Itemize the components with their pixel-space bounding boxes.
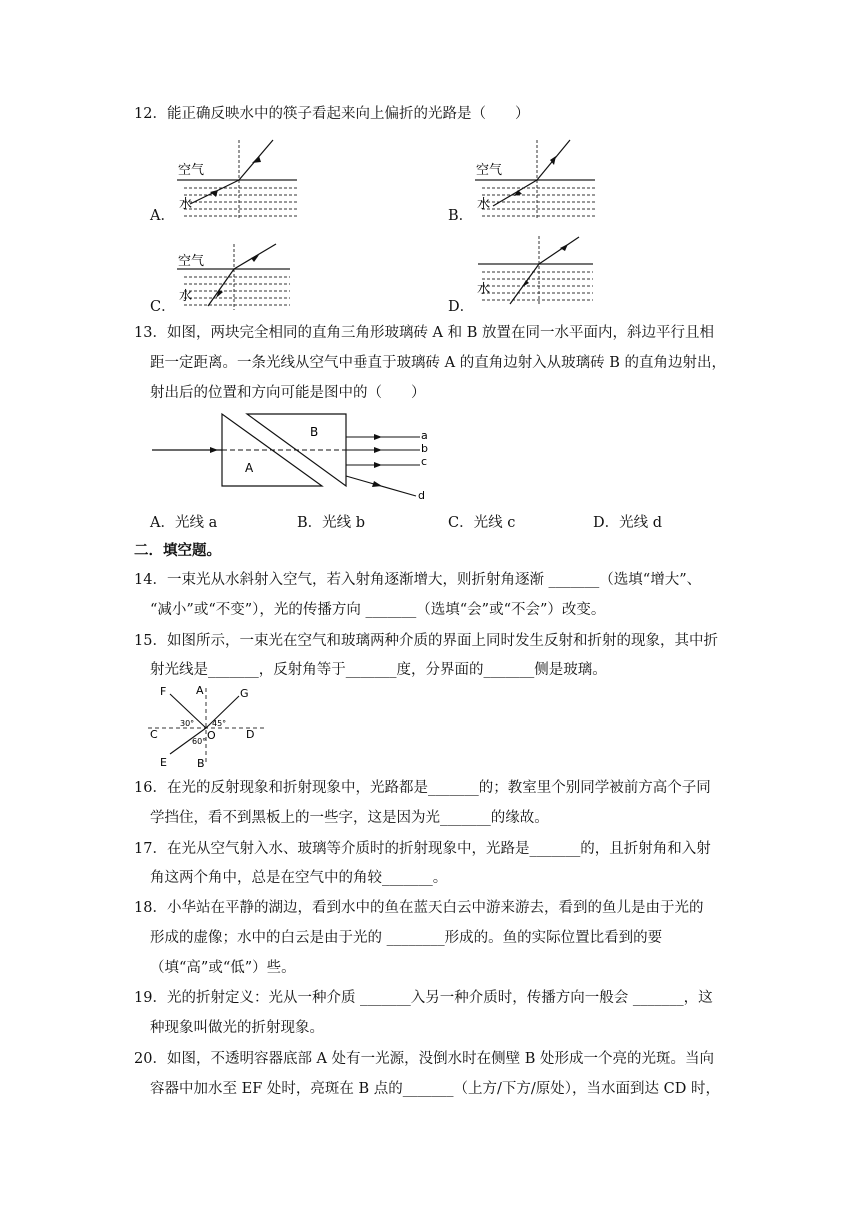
- q13-ray-b-label: b: [421, 442, 428, 455]
- q13-label-b: B: [310, 425, 319, 439]
- q13-option-a: A．光线 a: [150, 515, 218, 531]
- q15-angle-45: 45°: [212, 719, 227, 728]
- q12-a-water-label: 水: [179, 197, 193, 212]
- q19-line-2: 种现象叫做光的折射现象。: [150, 1020, 324, 1036]
- q12-diagram-a: [170, 138, 300, 220]
- q12-diagram-c: [170, 230, 300, 312]
- q13-prism-diagram: [150, 410, 440, 505]
- q15-label-d: D: [246, 728, 255, 741]
- q15-label-o: O: [207, 729, 216, 742]
- q18-line-3: （填“高”或“低”）些。: [150, 960, 296, 976]
- q14-line-1: 14．一束光从水斜射入空气，若入射角逐渐增大，则折射角逐渐 _______（选填“增大”、: [134, 572, 702, 588]
- q13-stem-line-1: 13．如图，两块完全相同的直角三角形玻璃砖 A 和 B 放置在同一水平面内，斜边平行且相: [134, 325, 715, 341]
- q15-line-2: 射光线是_______，反射角等于_______度，分界面的_______侧是玻璃。: [150, 662, 607, 678]
- q12-a-air-label: 空气: [178, 163, 205, 178]
- q18-line-2: 形成的虚像；水中的白云是由于光的 ________形成的。鱼的实际位置比看到的要: [150, 930, 663, 946]
- section-heading: 二．填空题。: [134, 542, 221, 559]
- q15-line-1: 15．如图所示，一束光在空气和玻璃两种介质的界面上同时发生反射和折射的现象，其中折: [134, 633, 718, 649]
- q13-stem-line-2: 距一定距离。一条光线从空气中垂直于玻璃砖 A 的直角边射入从玻璃砖 B 的直角边射出，: [150, 355, 727, 371]
- q13-stem-line-3: 射出后的位置和方向可能是图中的（ ）: [150, 385, 426, 401]
- q18-line-1: 18．小华站在平静的湖边，看到水中的鱼在蓝天白云中游来游去，看到的鱼儿是由于光的: [134, 900, 704, 916]
- q15-reflection-diagram: [146, 684, 266, 770]
- q15-label-f: F: [160, 685, 167, 698]
- q13-label-a: A: [245, 461, 254, 475]
- q14-line-2: “减小”或“不变”），光的传播方向 _______（选填“会”或“不会”）改变。: [150, 602, 606, 618]
- q12-stem: 12．能正确反映水中的筷子看起来向上偏折的光路是（ ）: [134, 106, 530, 122]
- q15-label-a: A: [196, 684, 204, 697]
- q12-d-water-label: 水: [477, 282, 491, 297]
- q13-option-b: B．光线 b: [297, 515, 366, 531]
- q13-ray-c-label: c: [421, 455, 428, 468]
- q13-ray-a-label: a: [421, 429, 428, 442]
- q12-diagram-b: [468, 138, 598, 220]
- q12-c-air-label: 空气: [178, 254, 205, 269]
- q15-label-c: C: [150, 728, 158, 741]
- q15-angle-30: 30°: [180, 719, 195, 728]
- q12-diagram-d: [468, 230, 598, 312]
- q16-line-2: 学挡住，看不到黑板上的一些字，这是因为光_______的缘故。: [150, 810, 549, 826]
- q12-c-water-label: 水: [179, 289, 193, 304]
- q20-line-1: 20．如图，不透明容器底部 A 处有一光源，没倒水时在侧壁 B 处形成一个亮的光斑。当向: [134, 1051, 715, 1067]
- q12-option-b-label: B．: [448, 208, 474, 224]
- q19-line-1: 19．光的折射定义：光从一种介质 _______入另一种介质时，传播方向一般会 _______，这: [134, 990, 713, 1006]
- q17-line-1: 17．在光从空气射入水、玻璃等介质时的折射现象中，光路是_______的，且折射角和入射: [134, 841, 711, 857]
- q15-label-g: G: [240, 687, 249, 700]
- q12-b-air-label: 空气: [476, 163, 503, 178]
- q16-line-1: 16．在光的反射现象和折射现象中，光路都是_______的；教室里个别同学被前方高个子同: [134, 780, 711, 796]
- q12-option-c-label: C．: [150, 299, 176, 315]
- q13-option-d: D．光线 d: [593, 515, 663, 531]
- q20-line-2: 容器中加水至 EF 处时，亮斑在 B 点的_______（上方/下方/原处），当水面到达 CD 时，: [150, 1081, 720, 1097]
- q15-label-e: E: [160, 756, 167, 769]
- q12-option-a-label: A．: [150, 208, 175, 224]
- q12-option-d-label: D．: [448, 299, 475, 315]
- q15-label-b: B: [197, 757, 205, 770]
- q13-ray-d-label: d: [418, 489, 425, 502]
- q12-b-water-label: 水: [477, 197, 491, 212]
- q13-option-c: C．光线 c: [448, 515, 516, 531]
- q17-line-2: 角这两个角中，总是在空气中的角较_______。: [150, 870, 448, 886]
- q15-angle-60: 60°: [192, 737, 207, 746]
